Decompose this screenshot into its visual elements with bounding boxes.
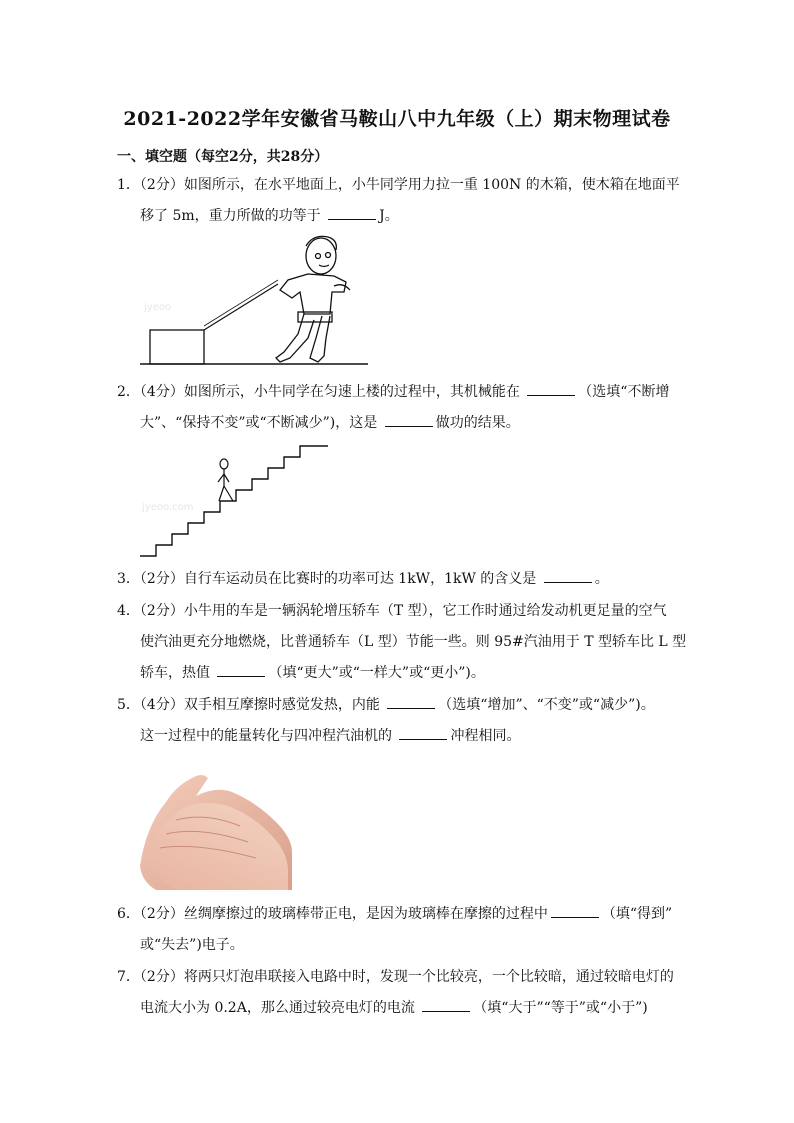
- question-text: （选填“增加”、“不变”或“减少”)。: [438, 697, 655, 713]
- staircase-figure: [138, 444, 332, 558]
- question-text: J。: [379, 208, 399, 224]
- question-number: 7．: [117, 969, 140, 985]
- question-text: 电流大小为 0.2A，那么通过较亮电灯的电流: [140, 1000, 420, 1016]
- question-text: 冲程相同。: [450, 728, 521, 744]
- question-score: （2分）: [139, 969, 184, 985]
- question-text: （填“更大”或“一样大”或“更小”)。: [268, 665, 485, 681]
- rubbing-hands-photo: [136, 756, 294, 890]
- question-text: （选填“不断增: [578, 384, 670, 400]
- question-text: 如图所示，小牛同学在匀速上楼的过程中，其机械能在: [183, 384, 525, 400]
- answer-blank[interactable]: [544, 568, 592, 583]
- answer-blank[interactable]: [387, 694, 435, 709]
- question-number: 2．: [117, 384, 140, 400]
- question-number: 5．: [117, 697, 140, 713]
- question-text: 自行车运动员在比赛时的功率可达 1kW，1kW 的含义是: [183, 571, 541, 587]
- question-3: [117, 564, 677, 595]
- question-text: 轿车，热值: [140, 665, 215, 681]
- question-2: [117, 377, 677, 439]
- question-text: 移了 5m，重力所做的功等于: [140, 208, 326, 224]
- rope: [204, 280, 278, 326]
- question-text: 使汽油更充分地燃烧，比普通轿车（L 型）节能一些。则 95#汽油用于 T 型轿车比 L 型: [140, 634, 687, 650]
- question-text: 或“失去”)电子。: [140, 937, 244, 953]
- question-7: [117, 962, 677, 1024]
- answer-blank[interactable]: [328, 205, 376, 220]
- question-text: 。: [594, 571, 609, 587]
- question-score: （2分）: [139, 906, 184, 922]
- question-1: [117, 170, 680, 232]
- answer-blank[interactable]: [385, 412, 433, 427]
- question-score: （2分）: [139, 571, 184, 587]
- watermark: jyeoo: [144, 302, 172, 313]
- boy-icon: [276, 236, 350, 362]
- watermark: jyeoo.com: [142, 502, 194, 513]
- question-number: 6．: [117, 906, 140, 922]
- question-text: 大”、“保持不变”或“不断减少”)，这是: [140, 415, 382, 431]
- question-text: 这一过程中的能量转化与四冲程汽油机的: [140, 728, 397, 744]
- answer-blank[interactable]: [422, 997, 470, 1012]
- answer-blank[interactable]: [551, 903, 599, 918]
- question-text: 做功的结果。: [435, 415, 520, 431]
- answer-blank[interactable]: [527, 381, 575, 396]
- question-text: 小牛用的车是一辆涡轮增压轿车（T 型），它工作时通过给发动机更足量的空气: [183, 603, 667, 619]
- wooden-box: [150, 330, 204, 364]
- question-score: （2分）: [139, 177, 184, 193]
- section-heading: 一、填空题（每空2分，共28分）: [117, 149, 329, 165]
- question-text: （填“得到”: [601, 906, 673, 922]
- answer-blank[interactable]: [399, 725, 447, 740]
- question-score: （4分）: [139, 384, 184, 400]
- question-4: [117, 596, 687, 689]
- question-number: 1．: [117, 177, 140, 193]
- question-text: 如图所示，在水平地面上，小牛同学用力拉一重 100N 的木箱，使木箱在地面平: [183, 177, 680, 193]
- question-number: 3．: [117, 571, 140, 587]
- question-score: （2分）: [139, 603, 184, 619]
- question-number: 4．: [117, 603, 140, 619]
- answer-blank[interactable]: [217, 662, 265, 677]
- rope: [204, 284, 278, 330]
- question-score: （4分）: [139, 697, 184, 713]
- question-text: 丝绸摩擦过的玻璃棒带正电，是因为玻璃棒在摩擦的过程中: [183, 906, 548, 922]
- boy-pulling-box-figure: [138, 234, 370, 370]
- page-title: 2021-2022学年安徽省马鞍山八中九年级（上）期末物理试卷: [123, 108, 671, 130]
- question-text: （填“大于”“等于”或“小于”): [473, 1000, 648, 1016]
- stairs: [140, 446, 328, 556]
- question-text: 将两只灯泡串联接入电路中时，发现一个比较亮，一个比较暗，通过较暗电灯的: [183, 969, 674, 985]
- question-5: [117, 690, 677, 752]
- question-text: 双手相互摩擦时感觉发热，内能: [183, 697, 385, 713]
- question-6: [117, 899, 677, 961]
- stick-figure-icon: [218, 459, 233, 501]
